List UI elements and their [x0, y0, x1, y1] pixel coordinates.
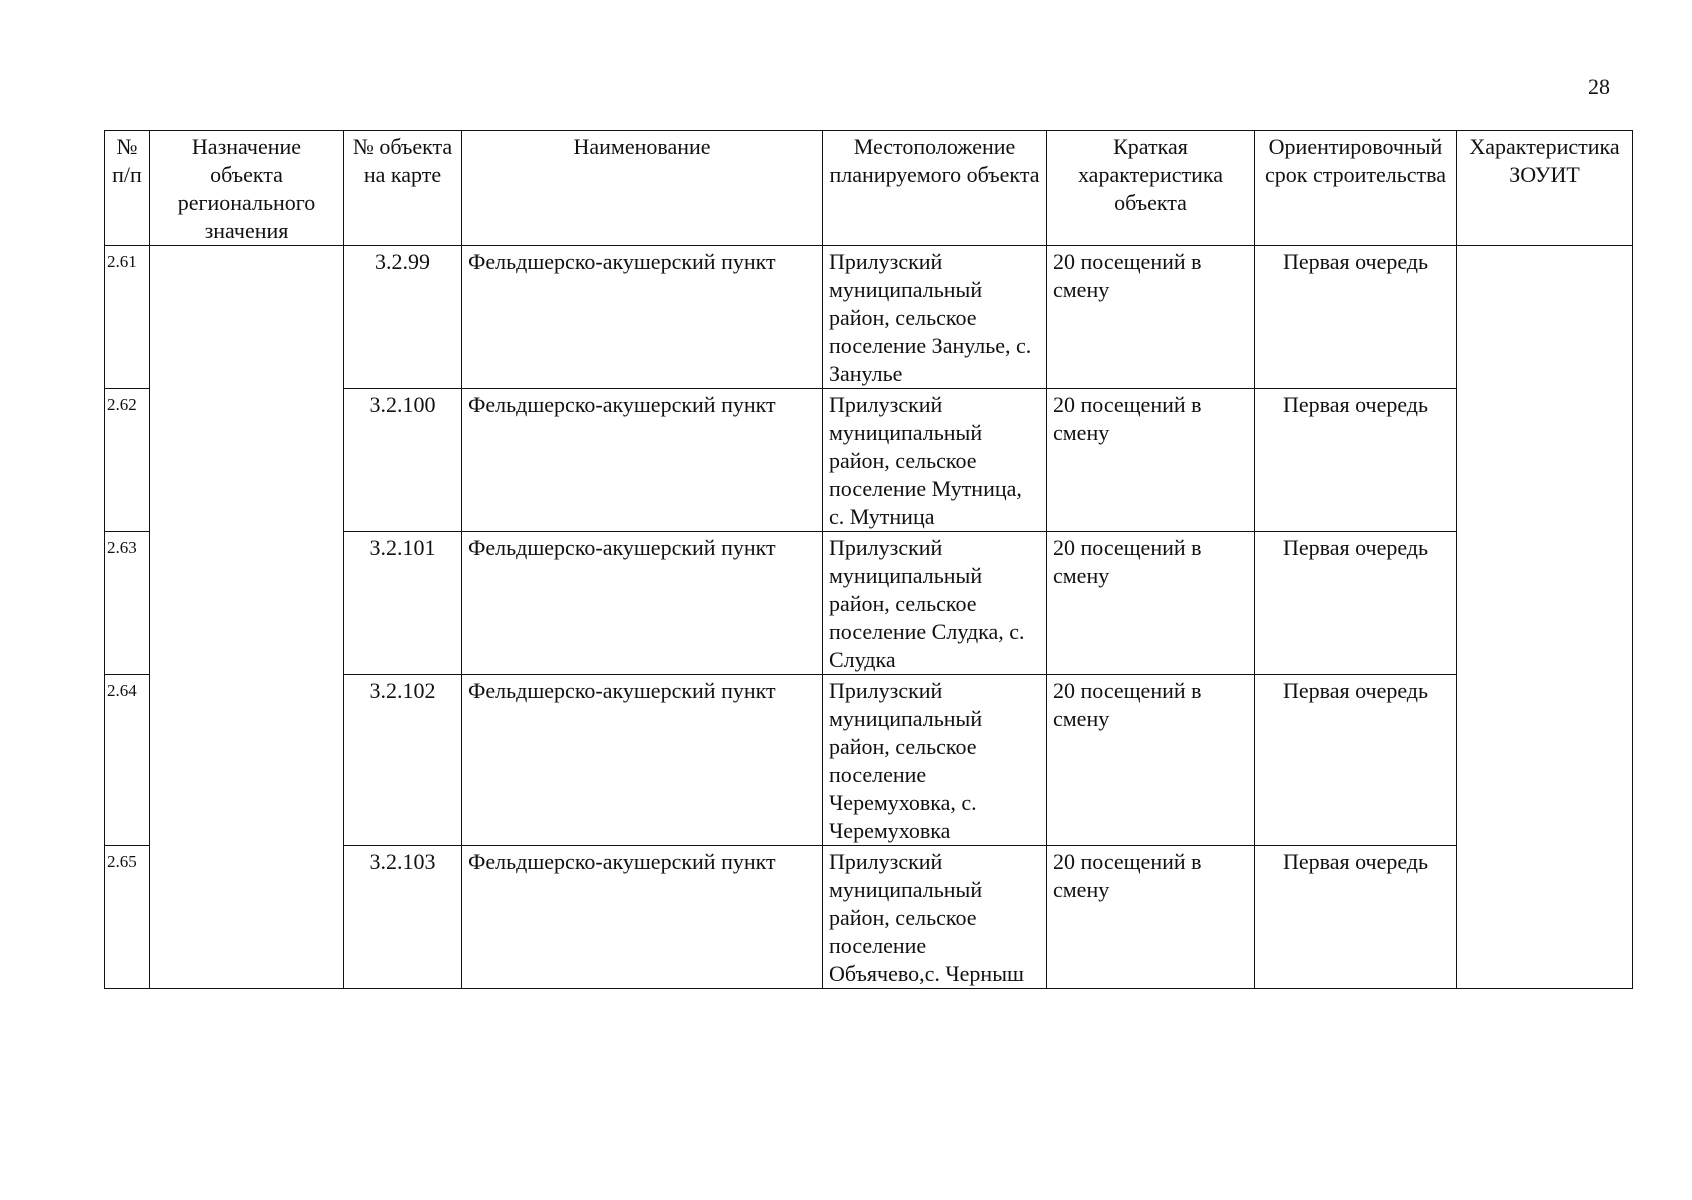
row-number: 2.61: [105, 246, 150, 389]
row-number: 2.63: [105, 532, 150, 675]
location-cell: Прилузский муниципальный район, сельское поселение Слудка, с. Слудка: [823, 532, 1047, 675]
map-number-cell: 3.2.100: [344, 389, 462, 532]
map-number-cell: 3.2.101: [344, 532, 462, 675]
name-cell: Фельдшерско-акушерский пункт: [462, 532, 823, 675]
term-cell: Первая очередь: [1255, 846, 1457, 989]
table-row: [105, 246, 1633, 389]
characteristic-cell: 20 посещений в смену: [1047, 246, 1255, 389]
header-num: № п/п: [105, 131, 150, 246]
map-number-cell: 3.2.99: [344, 246, 462, 389]
header-location: Местоположение планируемого объекта: [823, 131, 1047, 246]
header-map-number: № объекта на карте: [344, 131, 462, 246]
header-purpose: Назначение объекта регионального значения: [150, 131, 344, 246]
location-cell: Прилузский муниципальный район, сельское поселение Мутница, с. Мутница: [823, 389, 1047, 532]
characteristic-cell: 20 посещений в смену: [1047, 389, 1255, 532]
name-cell: Фельдшерско-акушерский пункт: [462, 846, 823, 989]
header-characteristic: Краткая характеристика объекта: [1047, 131, 1255, 246]
term-cell: Первая очередь: [1255, 532, 1457, 675]
header-term: Ориентировочный срок строительства: [1255, 131, 1457, 246]
characteristic-cell: 20 посещений в смену: [1047, 675, 1255, 846]
map-number-cell: 3.2.102: [344, 675, 462, 846]
table-header-row: [105, 131, 1633, 246]
location-cell: Прилузский муниципальный район, сельское поселение Черемуховка, с. Черемуховка: [823, 675, 1047, 846]
characteristic-cell: 20 посещений в смену: [1047, 846, 1255, 989]
objects-table: [104, 130, 1633, 989]
characteristic-cell: 20 посещений в смену: [1047, 532, 1255, 675]
term-cell: Первая очередь: [1255, 389, 1457, 532]
zouit-cell: [1457, 246, 1633, 989]
term-cell: Первая очередь: [1255, 246, 1457, 389]
header-name: Наименование: [462, 131, 823, 246]
term-cell: Первая очередь: [1255, 675, 1457, 846]
name-cell: Фельдшерско-акушерский пункт: [462, 389, 823, 532]
name-cell: Фельдшерско-акушерский пункт: [462, 246, 823, 389]
purpose-cell: [150, 246, 344, 989]
location-cell: Прилузский муниципальный район, сельское поселение Объячево,с. Черныш: [823, 846, 1047, 989]
map-number-cell: 3.2.103: [344, 846, 462, 989]
header-zouit: Характеристика ЗОУИТ: [1457, 131, 1633, 246]
name-cell: Фельдшерско-акушерский пункт: [462, 675, 823, 846]
row-number: 2.64: [105, 675, 150, 846]
location-cell: Прилузский муниципальный район, сельское поселение Занулье, с. Занулье: [823, 246, 1047, 389]
row-number: 2.65: [105, 846, 150, 989]
page-number: 28: [1588, 74, 1610, 99]
row-number: 2.62: [105, 389, 150, 532]
